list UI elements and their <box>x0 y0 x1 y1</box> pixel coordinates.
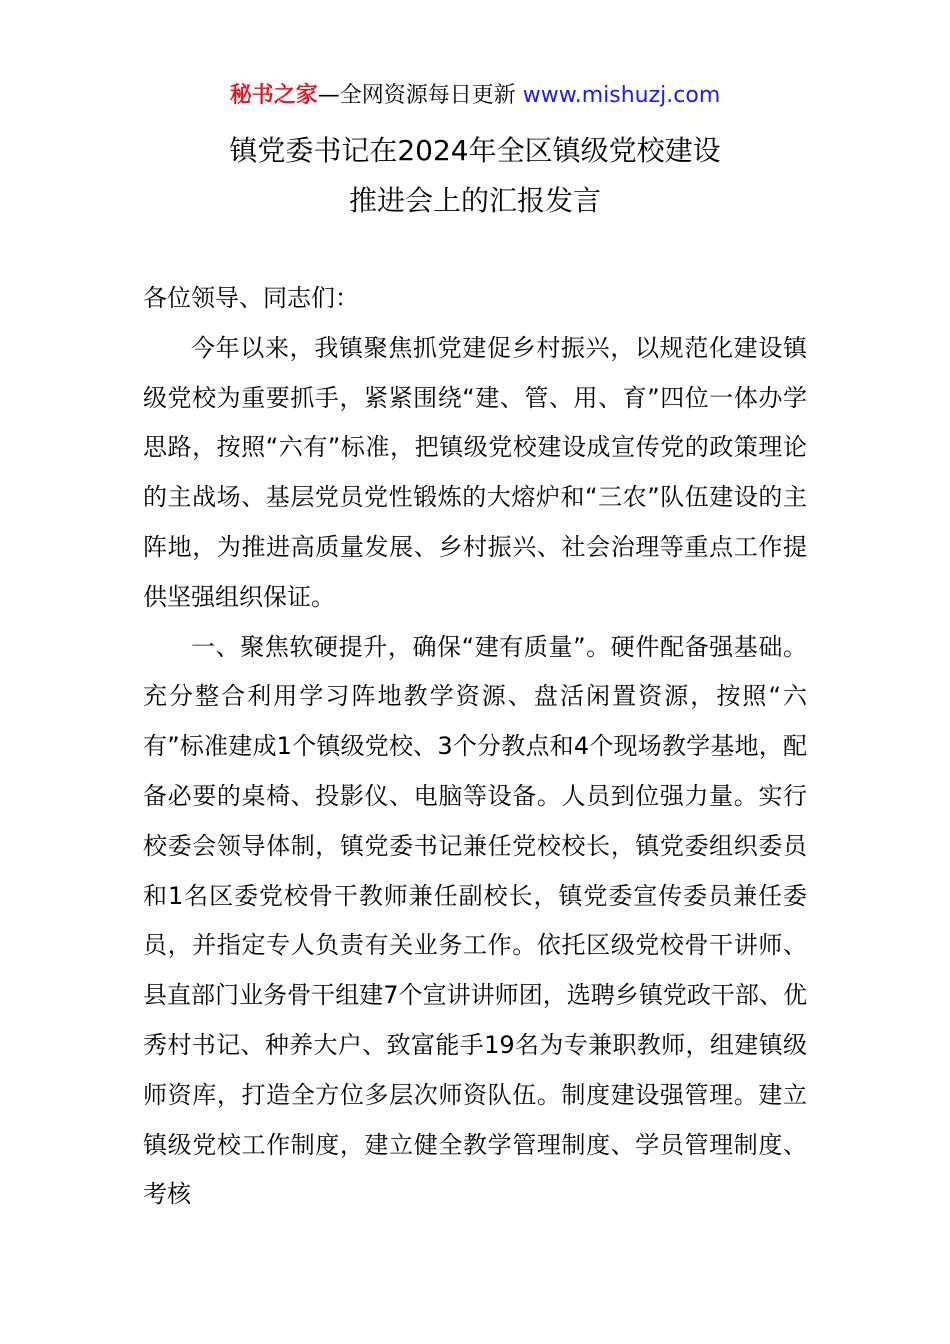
site-tagline: —全网资源每日更新 <box>317 83 523 108</box>
paragraph-intro: 今年以来，我镇聚焦抓党建促乡村振兴，以规范化建设镇级党校为重要抓手，紧紧围绕“建、管、用、育”四位一体办学思路，按照“六有”标准，把镇级党校建设成宣传党的政策理论的主战场、基层党员党性锻炼的大熔炉和“三农”队伍建设的主阵地，为推进高质量发展、乡村振兴、社会治理等重点工作提供坚强组织保证。 <box>143 333 807 611</box>
title-line-1: 镇党委书记在2024年全区镇级党校建设 <box>229 134 721 167</box>
title-line-2: 推进会上的汇报发言 <box>348 184 601 217</box>
site-header <box>0 78 950 114</box>
site-url[interactable]: www.mishuzj.com <box>522 83 721 108</box>
paragraph-section-one: 一、聚焦软硬提升，确保“建有质量”。硬件配备强基础。充分整合利用学习阵地教学资源、盘活闲置资源，按照“六有”标准建成1个镇级党校、3个分教点和4个现场教学基地，配备必要的桌椅、投影仪、电脑等设备。人员到位强力量。实行校委会领导体制，镇党委书记兼任党校校长，镇党委组织委员和1名区委党校骨干教师兼任副校长，镇党委宣传委员兼任委员，并指定专人负责有关业务工作。依托区级党校骨干讲师、县直部门业务骨干组建7个宣讲讲师团，选聘乡镇党政干部、优秀村书记、种养大户、致富能手19名为专兼职教师，组建镇级师资库，打造全方位多层次师资队伍。制度建设强管理。建立镇级党校工作制度，建立健全教学管理制度、学员管理制度、考核 <box>143 632 807 1209</box>
site-brand: 秘书之家 <box>229 83 318 108</box>
document-body <box>143 274 807 1220</box>
document-title <box>0 126 950 226</box>
salutation: 各位领导、同志们： <box>143 284 359 312</box>
